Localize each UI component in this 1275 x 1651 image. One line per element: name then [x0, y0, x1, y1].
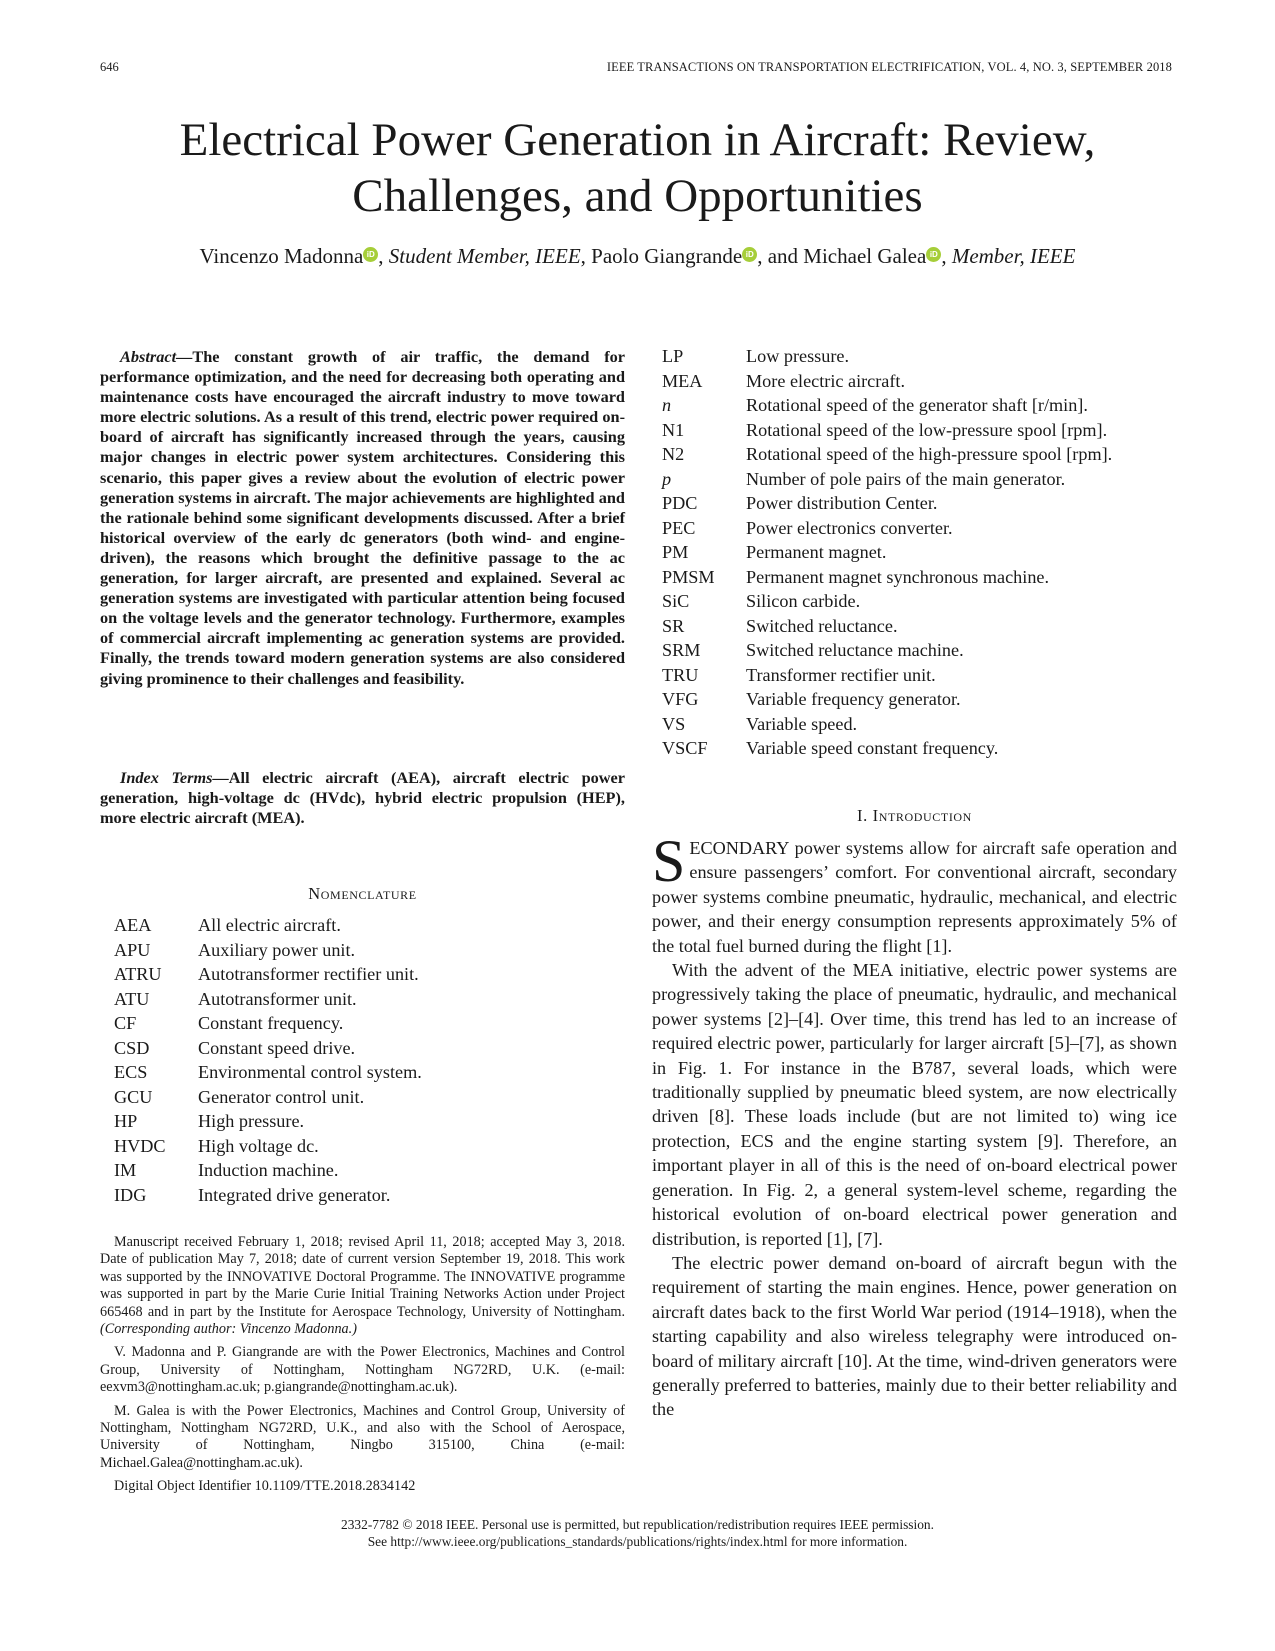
- nomenclature-abbreviation: N2: [662, 444, 685, 464]
- nomenclature-row: [114, 913, 614, 938]
- footnote-manuscript-text: Manuscript received February 1, 2018; revised April 11, 2018; accepted May 3, 2018. Date of publication May 7, 2018; date of current version September 19, 2018. This work was supported by the INNOVATIVE Doctoral Programme. The INNOVATIVE programme was supported in part by the Marie Curie Initial Training Networks Action under Project 665468 and in part by the Institute for Aerospace Technology, University of Nottingham.: [100, 1234, 625, 1320]
- nomenclature-abbreviation: PM: [662, 542, 689, 562]
- nomenclature-definition: All electric aircraft.: [198, 915, 341, 935]
- nomenclature-abbreviation: HVDC: [114, 1135, 166, 1156]
- nomenclature-definition: Autotransformer unit.: [198, 988, 357, 1009]
- title-line-2: Challenges, and Opportunities: [352, 170, 923, 222]
- nomenclature-row: [114, 1183, 614, 1208]
- drop-cap: S: [652, 828, 686, 894]
- footnotes: [100, 1234, 625, 1502]
- orcid-icon[interactable]: iD: [926, 247, 941, 262]
- footnote-corresponding: (Corresponding author: Vincenzo Madonna.): [100, 1321, 357, 1338]
- nomenclature-abbreviation: VFG: [662, 689, 699, 709]
- author-1: Vincenzo Madonna: [199, 244, 364, 268]
- nomenclature-abbreviation: p: [662, 468, 672, 489]
- nomenclature-row: [662, 540, 1182, 565]
- author-3: Michael Galea: [803, 244, 927, 268]
- author-3-role: Member, IEEE: [951, 244, 1076, 268]
- nomenclature-abbreviation: N1: [662, 419, 685, 440]
- nomenclature-abbreviation: IM: [114, 1160, 137, 1180]
- abstract-text: The constant growth of air traffic, the demand for performance optimization, and the need for decreasing both operating and maintenance costs have encouraged the aircraft industry to move toward more electric solutions. As a result of this trend, electric power required on-board of aircraft has significantly increased through the years, causing major changes in electric power system architectures. Considering this scenario, this paper gives a review about the evolution of electric power generation systems in aircraft. The major achievements are highlighted and the rationale behind some significant developments discussed. After a brief historical overview of the early dc generators (both wind- and engine-driven), the reasons which brought the definitive passage to the ac generation, for larger aircraft, are presented and explained. Several ac generation systems are investigated with particular attention being focused on the voltage levels and the generator technology. Furthermore, examples of commercial aircraft implementing ac generation systems are provided. Finally, the trends toward modern generation systems are also considered giving prominence to their challenges and feasibility.: [100, 347, 625, 688]
- nomenclature-abbreviation: LP: [662, 346, 684, 366]
- nomenclature-heading: [100, 884, 625, 904]
- nomenclature-row: [662, 418, 1182, 443]
- introduction-heading-number: I.: [857, 806, 873, 825]
- nomenclature-row: [662, 442, 1182, 467]
- nomenclature-row: [662, 663, 1182, 688]
- running-header: IEEE TRANSACTIONS ON TRANSPORTATION ELECTRIFICATION, VOL. 4, NO. 3, SEPTEMBER 2018: [606, 60, 1172, 74]
- nomenclature-row: [662, 516, 1182, 541]
- nomenclature-definition: Rotational speed of the high-pressure spool [rpm].: [746, 444, 1113, 464]
- nomenclature-row: [114, 1085, 614, 1110]
- nomenclature-row: [662, 712, 1182, 737]
- nomenclature-list-right: [662, 344, 1182, 761]
- nomenclature-abbreviation: TRU: [662, 664, 699, 685]
- nomenclature-abbreviation: ATRU: [114, 964, 162, 984]
- nomenclature-abbreviation: CSD: [114, 1037, 150, 1058]
- index-terms-label: Index Terms—: [120, 768, 229, 787]
- nomenclature-definition: Permanent magnet.: [746, 542, 887, 562]
- nomenclature-definition: Variable speed.: [746, 713, 858, 734]
- nomenclature-definition: High pressure.: [198, 1111, 305, 1131]
- nomenclature-definition: Rotational speed of the low-pressure spool [rpm].: [746, 419, 1108, 440]
- nomenclature-row: [662, 393, 1182, 418]
- nomenclature-abbreviation: IDG: [114, 1184, 147, 1205]
- nomenclature-row: [114, 962, 614, 987]
- intro-paragraph-1: [652, 828, 1177, 958]
- nomenclature-row: [114, 1158, 614, 1183]
- nomenclature-abbreviation: AEA: [114, 915, 152, 935]
- nomenclature-row: [662, 687, 1182, 712]
- author-line: Vincenzo Madonna iD , Student Member, IEEE, Paolo Giangrande iD , and Michael Galea iD , Member, IEEE: [199, 244, 1076, 268]
- nomenclature-definition: Autotransformer rectifier unit.: [198, 964, 419, 984]
- nomenclature-row: [114, 938, 614, 963]
- author-conjunction: , and: [757, 244, 804, 268]
- index-terms-text: All electric aircraft (AEA), aircraft electric power generation, high-voltage dc (HVdc), hybrid electric propulsion (HEP), more electric aircraft (MEA).: [100, 768, 625, 828]
- nomenclature-row: [662, 344, 1182, 369]
- nomenclature-definition: Silicon carbide.: [746, 591, 861, 611]
- nomenclature-definition: Power distribution Center.: [746, 493, 938, 513]
- nomenclature-definition: Low pressure.: [746, 346, 850, 366]
- nomenclature-row: [662, 638, 1182, 663]
- nomenclature-definition: Variable speed constant frequency.: [746, 738, 999, 758]
- nomenclature-abbreviation: n: [662, 395, 672, 415]
- nomenclature-definition: Power electronics converter.: [746, 517, 953, 538]
- orcid-icon[interactable]: iD: [742, 247, 757, 262]
- nomenclature-definition: Variable frequency generator.: [746, 689, 961, 709]
- nomenclature-row: [114, 1036, 614, 1061]
- copyright-line-2: See http://www.ieee.org/publications_standards/publications/rights/index.html for more information.: [367, 1534, 908, 1549]
- nomenclature-abbreviation: GCU: [114, 1086, 153, 1107]
- paper-title: [0, 112, 1275, 224]
- nomenclature-row: [662, 491, 1182, 516]
- index-terms: [100, 768, 625, 828]
- introduction-heading-text: Introduction: [872, 806, 972, 825]
- intro-p1-first-word: ECONDARY: [689, 838, 789, 858]
- nomenclature-row: [114, 987, 614, 1012]
- nomenclature-row: [662, 369, 1182, 394]
- nomenclature-definition: Rotational speed of the generator shaft [r/min].: [746, 395, 1088, 415]
- introduction-body: [652, 828, 1177, 1422]
- abstract-label: Abstract—: [120, 347, 193, 366]
- intro-paragraph-3: The electric power demand on-board of aircraft begun with the requirement of starting the main engines. Hence, power generation on aircraft dates back to the first World War period (1914–1918), when the starting capability and also wireless telegraphy were introduced on-board of military aircraft [10]. At the time, wind-driven generators were generally preferred to batteries, mainly due to their better reliability and the: [652, 1252, 1177, 1420]
- nomenclature-definition: Induction machine.: [198, 1160, 339, 1180]
- copyright-notice: [0, 1516, 1275, 1550]
- nomenclature-row: [114, 1011, 614, 1036]
- nomenclature-row: [114, 1109, 614, 1134]
- nomenclature-heading-text: Nomenclature: [308, 884, 417, 903]
- introduction-heading: [652, 806, 1177, 826]
- abstract: [100, 347, 625, 689]
- nomenclature-abbreviation: APU: [114, 939, 151, 960]
- title-line-1: Electrical Power Generation in Aircraft: Review,: [179, 114, 1096, 166]
- nomenclature-definition: Number of pole pairs of the main generator.: [746, 468, 1066, 489]
- nomenclature-abbreviation: VSCF: [662, 738, 708, 758]
- author-2: Paolo Giangrande: [591, 244, 743, 268]
- author-1-role: Student Member, IEEE: [388, 244, 581, 268]
- nomenclature-abbreviation: ECS: [114, 1062, 148, 1082]
- nomenclature-abbreviation: SR: [662, 615, 685, 636]
- nomenclature-row: [114, 1134, 614, 1159]
- nomenclature-definition: Transformer rectifier unit.: [746, 664, 936, 685]
- footnote-doi: Digital Object Identifier 10.1109/TTE.2018.2834142: [114, 1478, 416, 1495]
- orcid-icon[interactable]: iD: [363, 247, 378, 262]
- intro-p1-text: power systems allow for aircraft safe operation and ensure passengers’ comfort. For conventional aircraft, secondary power systems combine pneumatic, hydraulic, mechanical, and electric power, and their energy consumption represents approximately 5% of the total fuel burned during the flight [1].: [652, 838, 1177, 956]
- nomenclature-definition: Switched reluctance machine.: [746, 640, 964, 660]
- nomenclature-abbreviation: VS: [662, 713, 686, 734]
- nomenclature-abbreviation: CF: [114, 1013, 137, 1033]
- nomenclature-row: [662, 467, 1182, 492]
- nomenclature-row: [662, 614, 1182, 639]
- nomenclature-definition: High voltage dc.: [198, 1135, 319, 1156]
- nomenclature-abbreviation: HP: [114, 1111, 138, 1131]
- nomenclature-row: [662, 565, 1182, 590]
- nomenclature-abbreviation: PMSM: [662, 566, 715, 587]
- nomenclature-row: [114, 1060, 614, 1085]
- nomenclature-definition: Permanent magnet synchronous machine.: [746, 566, 1050, 587]
- nomenclature-definition: Integrated drive generator.: [198, 1184, 391, 1205]
- nomenclature-definition: Auxiliary power unit.: [198, 939, 356, 960]
- footnote-affiliation-2: M. Galea is with the Power Electronics, Machines and Control Group, University of Nottingham, Nottingham NG72RD, U.K., and also with the School of Aerospace, University of Nottingham, Ningbo 315100, China (e-mail: Michael.Galea@nottingham.ac.uk).: [100, 1402, 625, 1471]
- nomenclature-definition: Constant frequency.: [198, 1013, 344, 1033]
- footnote-manuscript: [100, 1234, 625, 1338]
- nomenclature-definition: Generator control unit.: [198, 1086, 365, 1107]
- nomenclature-definition: Constant speed drive.: [198, 1037, 356, 1058]
- nomenclature-row: [662, 736, 1182, 761]
- nomenclature-definition: Switched reluctance.: [746, 615, 898, 636]
- nomenclature-row: [662, 589, 1182, 614]
- nomenclature-abbreviation: SRM: [662, 640, 701, 660]
- page-number: 646: [100, 60, 119, 74]
- intro-paragraph-2: With the advent of the MEA initiative, electric power systems are progressively taking the place of pneumatic, hydraulic, and mechanical power systems [2]–[4]. Over time, this trend has led to an increase of required electric power, particularly for larger aircraft [5]–[7], as shown in Fig. 1. For instance in the B787, several loads, which were traditionally supplied by pneumatic bleed system, are now electrically driven [8]. These loads include (but are not limited to) wing ice protection, ECS and the engine starting system [9]. Therefore, an important player in all of this is the need of on-board electrical power generation. In Fig. 2, a general system-level scheme, regarding the historical evolution of on-board electrical power generation and distribution, is reported [1], [7].: [652, 960, 1177, 1249]
- nomenclature-abbreviation: MEA: [662, 370, 703, 391]
- nomenclature-abbreviation: SiC: [662, 591, 690, 611]
- nomenclature-definition: Environmental control system.: [198, 1062, 422, 1082]
- nomenclature-abbreviation: PDC: [662, 493, 698, 513]
- copyright-line-1: 2332-7782 © 2018 IEEE. Personal use is permitted, but republication/redistribution requires IEEE permission.: [341, 1517, 934, 1532]
- nomenclature-definition: More electric aircraft.: [746, 370, 906, 391]
- nomenclature-list-left: [114, 913, 614, 1207]
- nomenclature-abbreviation: ATU: [114, 988, 150, 1009]
- nomenclature-abbreviation: PEC: [662, 517, 696, 538]
- footnote-affiliation-1: V. Madonna and P. Giangrande are with the Power Electronics, Machines and Control Group, University of Nottingham, Nottingham NG72RD, U.K. (e-mail: eexvm3@nottingham.ac.uk; p.giangrande@nottingham.ac.uk).: [100, 1344, 625, 1396]
